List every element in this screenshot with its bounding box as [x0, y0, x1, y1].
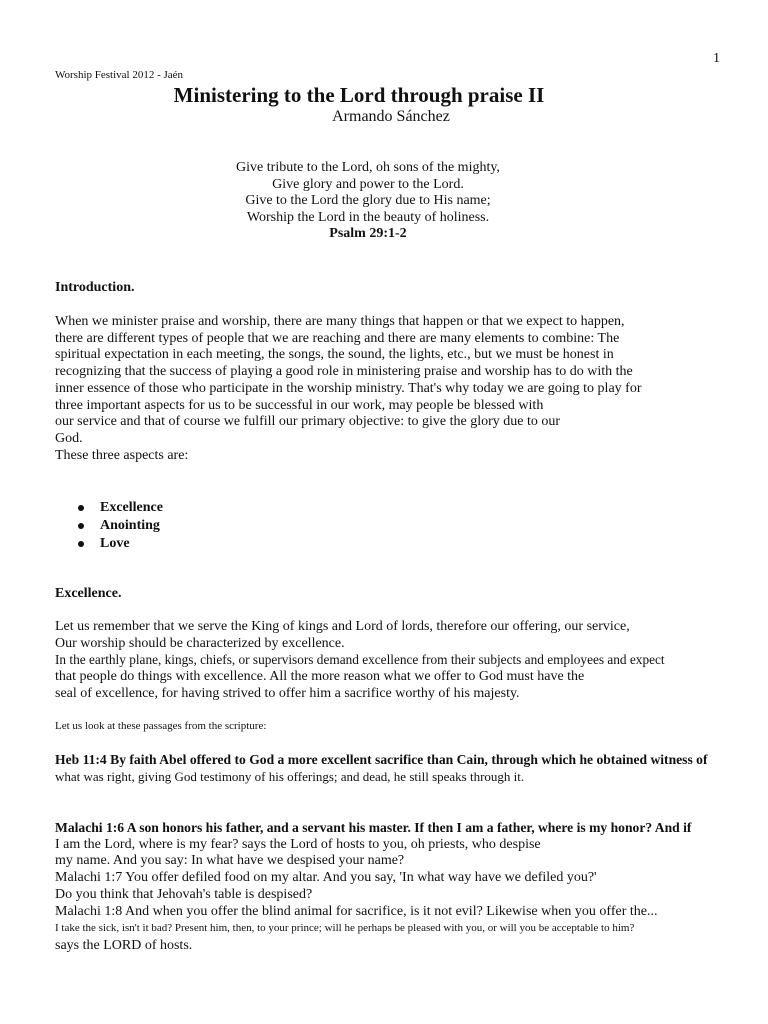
paragraph-line: Our worship should be characterized by excellence.	[55, 635, 345, 651]
scripture-verse-line: what was right, giving God testimony of his offerings; and dead, he still speaks through it.	[55, 768, 525, 784]
paragraph-line: When we minister praise and worship, there are many things that happen or that we expect to happen,	[55, 314, 625, 329]
scripture-verse-line: Malachi 1:8 And when you offer the blind animal for sacrifice, is it not evil? Likewise when you offer the...	[55, 903, 658, 919]
list-item	[78, 517, 163, 535]
list-item-label: Anointing	[100, 518, 160, 533]
page-number: 1	[713, 51, 720, 66]
psalm-line: Give to the Lord the glory due to His name;	[245, 193, 491, 209]
paragraph-line: our service and that of course we fulfill our primary objective: to give the glory due to our	[55, 414, 561, 430]
paragraph-line: Let us remember that we serve the King of kings and Lord of lords, therefore our offering, our service,	[55, 619, 630, 634]
introduction-heading: Introduction.	[55, 280, 135, 295]
paragraph-line: there are different types of people that we are reaching and there are many elements to combine: The	[55, 330, 620, 346]
psalm-line: Give tribute to the Lord, oh sons of the mighty,	[236, 160, 500, 175]
paragraph-line: inner essence of those who participate in the worship ministry. That's why today we are going to play for	[55, 380, 642, 396]
list-item-label: Love	[100, 536, 130, 551]
excellence-paragraph	[55, 619, 765, 703]
scripture-verse-line: says the LORD of hosts.	[55, 938, 193, 954]
aspects-list	[78, 499, 163, 553]
bullet-icon	[78, 523, 84, 529]
scripture-verse-line: my name. And you say: In what have we despised your name?	[55, 853, 405, 869]
bullet-icon	[78, 541, 84, 547]
document-title: Ministering to the Lord through praise II	[173, 83, 545, 107]
running-header: Worship Festival 2012 - Jaén	[55, 69, 184, 81]
scripture-verse-bold: Heb 11:4 By faith Abel offered to God a more excellent sacrifice than Cain, through which he obtained witness of	[55, 752, 708, 767]
psalm-line: Give glory and power to the Lord.	[272, 176, 464, 192]
psalm-reference: Psalm 29:1-2	[329, 226, 407, 242]
paragraph-line: recognizing that the success of playing a good role in ministering praise and worship has to do with the	[55, 364, 633, 380]
epigraph-psalm	[0, 160, 736, 243]
list-item-label: Excellence	[100, 500, 163, 515]
psalm-line: Worship the Lord in the beauty of holiness.	[246, 209, 490, 225]
scripture-verse-line: I take the sick, isn't it bad? Present him, then, to your prince; will he perhaps be pleased with you, or will you be acceptable to him?	[55, 922, 635, 935]
paragraph-line: three important aspects for us to be successful in our work, may people be blessed with	[55, 397, 544, 413]
paragraph-line: spiritual expectation in each meeting, the songs, the sound, the lights, etc., but we must be honest in	[55, 347, 614, 363]
scripture-heb	[55, 752, 765, 785]
scripture-verse-line: Do you think that Jehovah's table is despised?	[55, 886, 313, 902]
list-item	[78, 499, 163, 517]
scripture-verse-bold: Malachi 1:6 A son honors his father, and a servant his master. If then I am a father, where is my honor? And if	[55, 820, 692, 835]
scripture-malachi	[55, 820, 765, 955]
introduction-paragraph	[55, 314, 765, 464]
author-name: Armando Sánchez	[332, 108, 450, 125]
scripture-intro: Let us look at these passages from the scripture:	[55, 720, 267, 732]
scripture-verse-line: I am the Lord, where is my fear? says the Lord of hosts to you, oh priests, who despise	[55, 836, 541, 852]
excellence-heading: Excellence.	[55, 586, 122, 601]
paragraph-line: God.	[55, 430, 83, 446]
scripture-verse-line: Malachi 1:7 You offer defiled food on my altar. And you say, 'In what way have we defiled you?'	[55, 870, 597, 886]
list-item	[78, 535, 163, 553]
bullet-icon	[78, 505, 84, 511]
paragraph-line: In the earthly plane, kings, chiefs, or supervisors demand excellence from their subjects and employees and expect	[55, 652, 665, 668]
paragraph-line: that people do things with excellence. All the more reason what we offer to God must have the	[55, 669, 585, 685]
paragraph-line: seal of excellence, for having strived to offer him a sacrifice worthy of his majesty.	[55, 685, 520, 701]
paragraph-line: These three aspects are:	[55, 447, 189, 463]
